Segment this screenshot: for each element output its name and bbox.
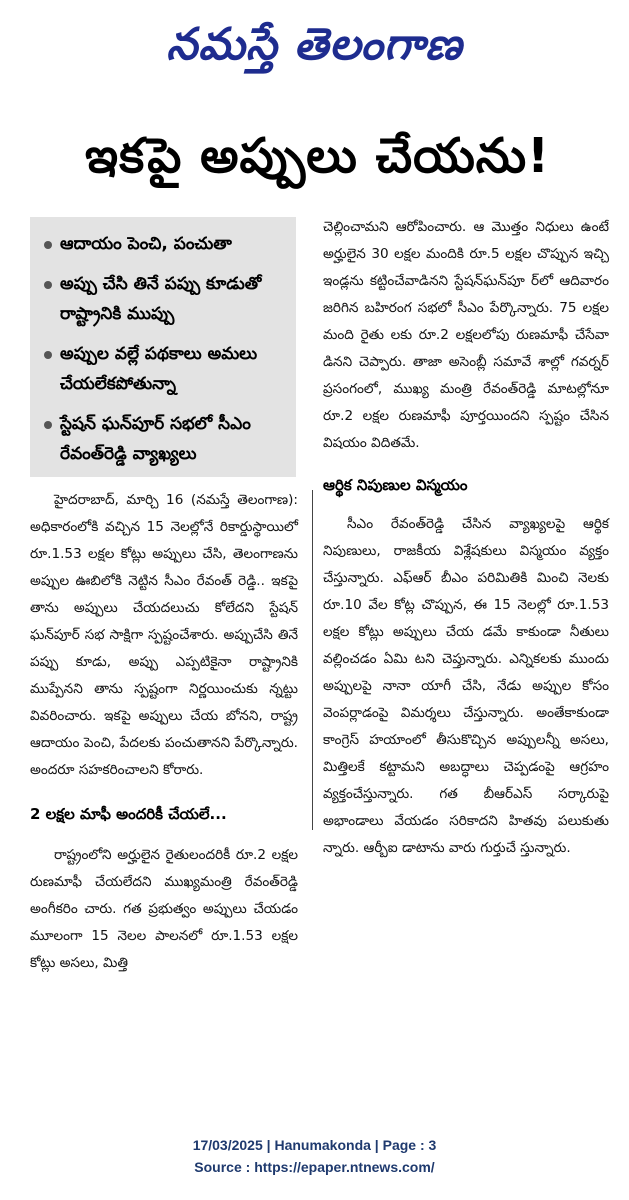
article-column-left [30, 487, 298, 977]
highlight-item: అప్పు చేసి తినే పప్పు కూడుతో రాష్ట్రానికి ముప్పు [40, 269, 286, 329]
article-paragraph: రాష్ట్రంలోని అర్హులైన రైతులందరికీ రూ.2 లక్షల రుణమాఫీ చేయలేదని ముఖ్యమంత్రి రేవంత్‌రెడ్డి అంగీకరిం చారు. గత ప్రభుత్వం అప్పులు చేయడం మూలంగా 15 నెలల పాలనలో రూ.1.53 లక్షల కోట్లు అసలు, మిత్తి [30, 847, 298, 971]
article-column-right [323, 214, 609, 862]
footer-edition-info: 17/03/2025 | Hanumakonda | Page : 3 [192, 1137, 437, 1153]
footer-source-link[interactable]: Source : https://epaper.ntnews.com/ [194, 1159, 435, 1175]
subheading: 2 లక్షల మాఫీ అందరికీ చేయలే... [30, 805, 227, 823]
article-paragraph: హైదరాబాద్, మార్చి 16 (నమస్తే తెలంగాణ): అధికారంలోకి వచ్చిన 15 నెలల్లోనే రికార్డుస్థాయిలో రూ.1.53 లక్షల కోట్లు అప్పులు చేసి, తెలంగాణను అప్పుల ఊబిలోకి నెట్టిన సీఎం రేవంత్ రెడ్డి.. ఇకపై తాను అప్పులు చేయదలుచు కోలేదని స్టేషన్ ఘన్‌పూర్ సభ సాక్షిగా స్పష్టంచేశారు. అప్పుచేసి తినే పప్పు కూడు, అప్పు ఎప్పటికైనా రాష్ట్రానికి ముప్పేనని తాను స్పష్టంగా నిర్ణయించుకు న్నట్టు వివరించారు. ఇకపై అప్పులు చేయ బోనని, రాష్ట్ర ఆదాయం పెంచి, పేదలకు పంచుతానని పేర్కొన్నారు. అందరూ సహకరించాలని కోరారు. [30, 492, 298, 778]
masthead-logo [0, 0, 629, 100]
highlights-box [30, 217, 296, 477]
page-footer [0, 1134, 629, 1178]
article-paragraph: చెల్లించామని ఆరోపించారు. ఆ మొత్తం నిధులు ఉంటే అర్హులైన 30 లక్షల మందికి రూ.5 లక్షల చొప్పున ఇచ్చి ఇండ్లను కట్టించేవాడినని స్టేషన్‌ఘన్‌పూ ర్‌లో ఆదివారం జరిగిన బహిరంగ సభలో సీఎం పేర్కొన్నారు. 75 లక్షల మంది రైతు లకు రూ.2 లక్షలలోపు రుణమాఫీ చేసేవా డినని చెప్పారు. తాజా అసెంబ్లీ సమావే శాల్లో గవర్నర్ ప్రసంగంలో, ముఖ్య మంత్రి రేవంత్‌రెడ్డి మాటల్లోనూ రూ.2 లక్షల రుణమాఫీ పూర్తయిందని స్పష్టం చేసిన విషయం విదితమే. [323, 219, 609, 451]
masthead-title: నమస్తే తెలంగాణ [166, 19, 463, 70]
headline-text: ఇకపై అప్పులు చేయను! [85, 128, 550, 184]
column-divider [312, 490, 313, 830]
highlights-list [40, 229, 286, 469]
subheading: ఆర్థిక నిపుణుల విస్మయం [323, 476, 468, 494]
headline [20, 122, 615, 202]
highlight-item: ఆదాయం పెంచి, పంచుతా [40, 229, 286, 259]
article-paragraph: సీఎం రేవంత్‌రెడ్డి చేసిన వ్యాఖ్యలపై ఆర్థిక నిపుణులు, రాజకీయ విశ్లేషకులు విస్మయం వ్యక్తం చేస్తున్నారు. ఎఫ్‌ఆర్ బీఎం పరిమితికి మించి నెలకు రూ.10 వేల కోట్ల చొప్పున, ఈ 15 నెలల్లో రూ.1.53 లక్షల కోట్లు అప్పులు చేయ డమే కాకుండా నీతులు వల్లించడం ఏమి టని చెప్తున్నారు. ఎన్నికలకు ముందు అప్పులపై నానా యాగీ చేసి, నేడు అప్పుల కోసం వెంపర్లాడంపై విమర్శలు చేస్తున్నారు. అంతేకాకుండా కాంగ్రెస్ హయాంలో తీసుకొచ్చిన అప్పులన్నీ అసలు, మిత్తిలకే కట్టామని అబద్ధాలు చెప్పడంపై ఆగ్రహం వ్యక్తంచేస్తున్నారు. గత బీఆర్‌ఎస్ సర్కారుపై అభాండాలు వేయడం సరికాదని హితవు పలుకుతు న్నారు. ఆర్బీఐ డాటాను వారు గుర్తుచే స్తున్నారు. [323, 516, 609, 856]
highlight-item: అప్పుల వల్లే పథకాలు అమలు చేయలేకపోతున్నా [40, 339, 286, 399]
highlight-item: స్టేషన్ ఘన్‌పూర్ సభలో సీఎం రేవంత్‌రెడ్డి వ్యాఖ్యలు [40, 409, 286, 469]
